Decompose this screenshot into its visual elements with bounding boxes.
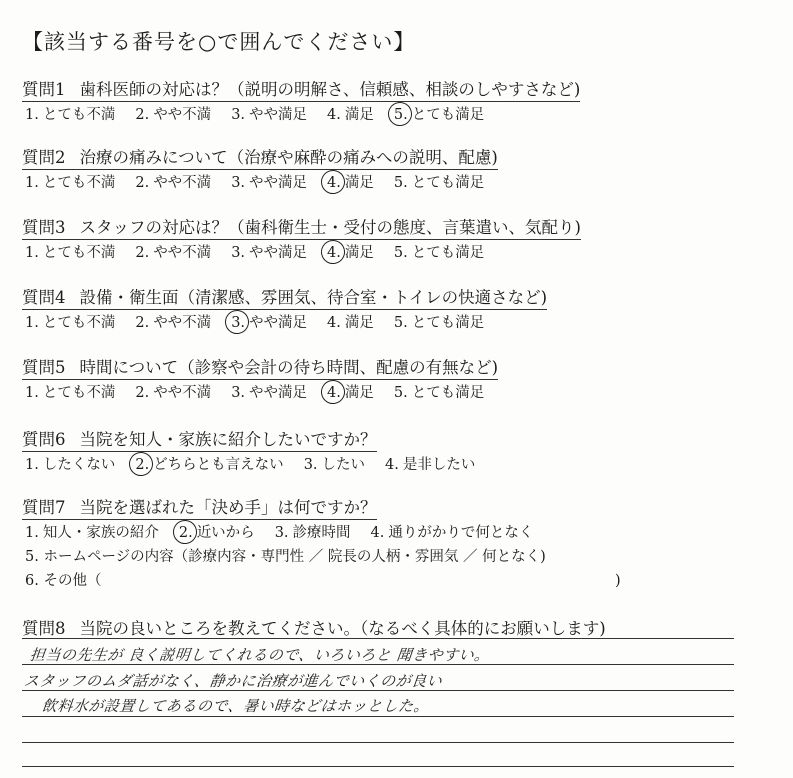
question-number: 質問7: [22, 498, 66, 517]
answer-option[interactable]: [327, 313, 374, 333]
answer-option[interactable]: [394, 173, 484, 193]
selection-circle-mark: [223, 308, 251, 336]
question-text: 当院の良いところを教えてください。（なるべく具体的にお願いします): [79, 619, 606, 638]
answer-option[interactable]: [231, 383, 307, 403]
answer-option[interactable]: [231, 173, 307, 193]
answer-option-5[interactable]: 5. ホームページの内容（診療内容・専門性 ／ 院長の人柄・雰囲気 ／ 何となく): [25, 549, 546, 565]
handwritten-answer-line: 飲料水が設置してあるので、暑い時などはホッとした。: [41, 697, 431, 715]
option-number: 1.: [25, 107, 39, 123]
option-number: 1.: [25, 315, 39, 331]
option-label: やや不満: [153, 175, 212, 191]
option-label: したくない: [42, 457, 116, 473]
option-label: とても満足: [411, 175, 485, 191]
option-number: 2.: [178, 525, 193, 541]
answer-option[interactable]: [25, 243, 115, 263]
answer-rule: [22, 742, 734, 743]
answer-option[interactable]: [385, 455, 475, 475]
option-label: とても不満: [42, 175, 116, 191]
option-label: とても不満: [42, 245, 116, 261]
option-other-close: ): [615, 573, 621, 589]
option-number: 3.: [231, 315, 246, 331]
answer-option[interactable]: [25, 105, 115, 125]
answer-option[interactable]: [394, 243, 484, 263]
question-title: [22, 358, 498, 380]
answer-rule: [22, 716, 734, 717]
answer-options: [22, 313, 547, 333]
answer-option[interactable]: [135, 313, 211, 333]
answer-options: [22, 523, 553, 543]
answer-options: [22, 455, 495, 475]
question-title: [22, 80, 580, 102]
question-text: スタッフの対応は？（歯科衛生士・受付の態度、言葉遣い、気配り): [79, 218, 581, 237]
option-label: とても不満: [42, 315, 116, 331]
answer-option[interactable]: [371, 523, 534, 543]
question-number: 質問6: [22, 430, 66, 449]
option-label: 満足: [344, 385, 374, 401]
question-number: 質問8: [22, 619, 66, 638]
answer-option[interactable]: [25, 383, 115, 403]
option-number: 3.: [303, 457, 318, 473]
answer-option-6[interactable]: [22, 571, 621, 591]
answer-option[interactable]: [135, 173, 211, 193]
option-label: とても満足: [411, 245, 485, 261]
option-label: やや満足: [249, 107, 308, 123]
option-label: やや満足: [249, 315, 308, 331]
instruction-header: 【該当する番号を○で囲んでください】: [22, 30, 416, 54]
answer-option[interactable]: [394, 105, 484, 125]
answer-options: [22, 105, 580, 125]
option-number: 1.: [25, 175, 39, 191]
option-number: 5.: [393, 245, 408, 261]
question-title: [22, 288, 547, 310]
answer-option[interactable]: [327, 383, 374, 403]
selection-circle-mark: [127, 450, 155, 478]
answer-option[interactable]: [135, 243, 211, 263]
answer-option[interactable]: [25, 173, 115, 193]
answer-options: [22, 383, 504, 403]
question-4: [22, 288, 547, 333]
option-label: どちらとも言えない: [153, 457, 284, 473]
question-number: 質問5: [22, 358, 66, 377]
option-number: 3.: [274, 525, 289, 541]
option-number: 2.: [135, 457, 150, 473]
answer-option[interactable]: [327, 105, 374, 125]
question-6: [22, 430, 495, 475]
answer-option[interactable]: [327, 243, 374, 263]
answer-options: [22, 173, 504, 193]
option-label: 是非したい: [402, 457, 476, 473]
answer-option[interactable]: [25, 455, 115, 475]
answer-option[interactable]: [135, 105, 211, 125]
option-number: 5.: [393, 107, 408, 123]
option-number: 4.: [370, 525, 385, 541]
option-number: 1.: [25, 245, 39, 261]
option-label: 診療時間: [292, 525, 351, 541]
question-title: [22, 498, 377, 520]
option-label: 満足: [344, 175, 374, 191]
option-label: とても不満: [42, 385, 116, 401]
answer-rule: [22, 638, 734, 639]
option-label: やや不満: [153, 385, 212, 401]
question-text: 当院を選ばれた「決め手」は何ですか？: [79, 498, 377, 517]
option-number: 2.: [135, 107, 150, 123]
option-number: 2.: [135, 175, 150, 191]
option-number: 4.: [327, 175, 341, 191]
question-number: 質問2: [22, 148, 66, 167]
answer-option[interactable]: [179, 523, 255, 543]
question-title: [22, 148, 498, 170]
option-number: 5.: [393, 385, 408, 401]
option-number: 4.: [327, 107, 341, 123]
option-label: とても満足: [411, 385, 485, 401]
option-number: 2.: [135, 245, 150, 261]
selection-circle-mark: [319, 378, 347, 406]
question-text: 歯科医師の対応は？（説明の明解さ、信頼感、相談のしやすさなど): [79, 80, 581, 99]
answer-option[interactable]: [304, 455, 365, 475]
answer-option[interactable]: [231, 313, 307, 333]
option-number: 4.: [385, 457, 399, 473]
answer-option[interactable]: [231, 105, 307, 125]
answer-option[interactable]: [231, 243, 307, 263]
handwritten-answer-line: スタッフのムダ話がなく、静かに治療が進んでいくのが良い: [23, 672, 444, 690]
option-label: やや不満: [153, 107, 212, 123]
option-number: 3.: [231, 175, 246, 191]
option-label: したい: [321, 457, 366, 473]
answer-rule: [22, 766, 734, 767]
option-number: 4.: [327, 315, 341, 331]
option-number: 2.: [135, 385, 150, 401]
selection-circle-mark: [319, 238, 347, 266]
option-label: とても満足: [411, 107, 485, 123]
answer-option[interactable]: [25, 313, 115, 333]
option-number: 1.: [25, 525, 39, 541]
option-number: 3.: [231, 385, 246, 401]
option-label: やや満足: [249, 245, 308, 261]
question-7: [22, 498, 621, 591]
answer-option[interactable]: [394, 313, 484, 333]
answer-option[interactable]: [327, 173, 374, 193]
selection-circle-mark: [171, 518, 199, 546]
answer-option[interactable]: [135, 383, 211, 403]
option-label: 満足: [344, 315, 374, 331]
option-label: とても満足: [411, 315, 485, 331]
option-number: 1.: [25, 385, 39, 401]
option-number: 4.: [327, 385, 341, 401]
question-text: 設備・衛生面（清潔感、雰囲気、待合室・トイレの快適さなど): [79, 288, 548, 307]
question-text: 時間について（診察や会計の待ち時間、配慮の有無など): [79, 358, 499, 377]
option-number: 5.: [393, 315, 408, 331]
option-label: やや不満: [153, 315, 212, 331]
question-title: [22, 619, 606, 640]
option-other-label: 6. その他（: [25, 573, 102, 589]
answer-option[interactable]: [394, 383, 484, 403]
answer-option[interactable]: [275, 523, 351, 543]
option-label: とても不満: [42, 107, 116, 123]
question-3: [22, 218, 581, 263]
option-number: 5.: [393, 175, 408, 191]
answer-option[interactable]: [135, 455, 283, 475]
question-5: [22, 358, 504, 403]
option-label: 通りがかりで何となく: [388, 525, 534, 541]
option-number: 4.: [327, 245, 341, 261]
option-number: 3.: [231, 245, 246, 261]
question-8: [22, 619, 606, 640]
option-label: やや不満: [153, 245, 212, 261]
answer-options: [22, 243, 581, 263]
option-label: やや満足: [249, 175, 308, 191]
option-label: やや満足: [249, 385, 308, 401]
question-title: [22, 430, 377, 452]
option-label: 満足: [344, 245, 374, 261]
question-1: [22, 80, 580, 125]
question-title: [22, 218, 581, 240]
question-number: 質問4: [22, 288, 66, 307]
option-label: 満足: [344, 107, 374, 123]
answer-option[interactable]: [25, 523, 159, 543]
selection-circle-mark: [319, 168, 347, 196]
option-label: 知人・家族の紹介: [42, 525, 159, 541]
question-number: 質問1: [22, 80, 66, 99]
option-label: 近いから: [196, 525, 255, 541]
option-number: 3.: [231, 107, 246, 123]
option-number: 2.: [135, 315, 150, 331]
question-text: 治療の痛みについて（治療や麻酔の痛みへの説明、配慮): [79, 148, 498, 167]
handwritten-answer-line: 担当の先生が 良く説明してくれるので、いろいろと 聞きやすい。: [29, 646, 491, 664]
option-number: 1.: [25, 457, 39, 473]
selection-circle-mark: [386, 100, 414, 128]
question-text: 当院を知人・家族に紹介したいですか？: [79, 430, 377, 449]
question-number: 質問3: [22, 218, 66, 237]
question-2: [22, 148, 504, 193]
